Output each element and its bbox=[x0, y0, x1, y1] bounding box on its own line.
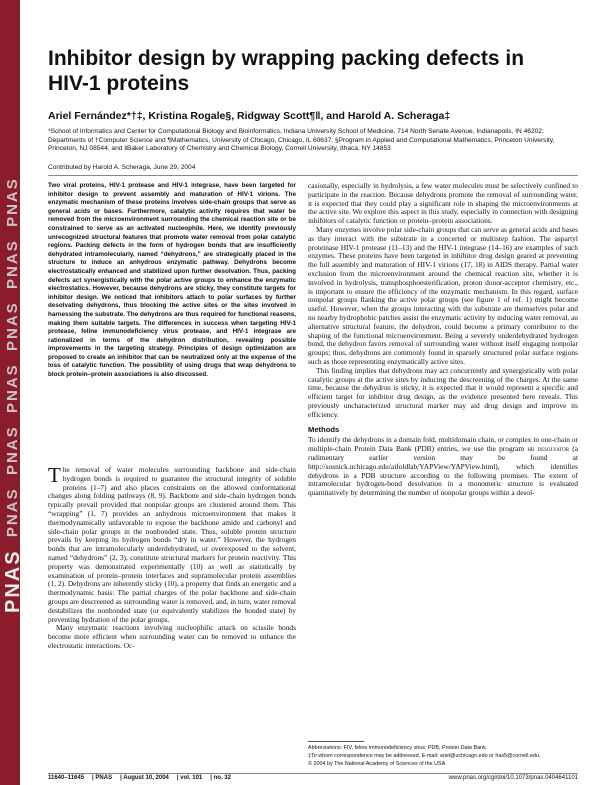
footer-divider bbox=[48, 773, 578, 774]
author-list: Ariel Fernández*†‡, Kristina Rogale§, Ridgway Scott¶‖, and Harold A. Scheraga‡ bbox=[48, 110, 451, 122]
methods-text-b: (a rudimentary earlier version may be found at http://sosnick.uchicago.edu/aifoldlab/YAPView/YAPView.html), which identifies dehydrons in a PDB structure according to the following premises. The extent of intramolecular hydrogen-bond desolvation in a monomeric structure is evaluated quantitatively by determining the number of nonpolar groups within a desol- bbox=[308, 444, 578, 498]
sidebar-brand-7: PNAS bbox=[4, 177, 21, 227]
sidebar-brand-2: PNAS bbox=[4, 487, 21, 537]
article-title: Inhibitor design by wrapping packing defects in HIV-1 proteins bbox=[48, 47, 525, 95]
footer-pages: 11640–11645 bbox=[48, 775, 85, 781]
methods-paragraph-1 bbox=[308, 436, 578, 498]
affiliations: *School of Informatics and Center for Computational Biology and Bioinformatics, Indiana University School of Medicine, 714 North Senate Avenue, Indianapolis, IN 46202; Departments of †Computer Science and ¶Mathematics, University of Chicago, Chicago, IL 60637; §Program in Applied and Computational Mathematics, Princeton University, Princeton, NJ 08544; and ‖Baker Laboratory of Chemistry and Chemical Biology, Cornell University, Ithaca, NY 14853 bbox=[48, 128, 555, 153]
journal-sidebar bbox=[0, 0, 24, 785]
footnotes bbox=[308, 745, 578, 768]
methods-heading: Methods bbox=[308, 424, 340, 434]
footer-date: August 10, 2004 bbox=[123, 775, 169, 781]
right-column bbox=[308, 182, 578, 498]
footnote-abbreviations: Abbreviations: FIV, feline immunodeficiency virus; PDB, Protein Data Bank. bbox=[308, 745, 488, 751]
right-paragraph-3: This finding implies that dehydrons may act concurrently and synergistically with polar catalytic groups at the active sites by inducing the descreening of the charges. At the same time, because the dehydron is sticky, it is expected that it would represent a specific and efficient target for inhibitor drug design, as the evidence presented here reveals. This previously uncharacterized structural marker may aid drug design and improve its efficiency. bbox=[308, 365, 578, 419]
footer-citation: 11640–11645 | PNAS | August 10, 2004 | vol. 101 | no. 32 bbox=[48, 775, 231, 781]
program-name: hb desolvator bbox=[527, 444, 570, 454]
footnote-divider bbox=[308, 741, 364, 742]
sidebar-brand-1: PNAS bbox=[2, 549, 24, 613]
intro-text-1: he removal of water molecules surrounding backbone and side-chain hydrogen bonds is required to guarantee the structural integrity of soluble proteins (1–7) and also places constraints on the allowed conformational changes along folding pathways (8, 9). Backbone and side-chain hydrogen bonds typically prevail provided that nonpolar groups are clustered around them. This “wrapping” (1, 7) provides an anhydrous microenvironment that makes it thermodynamically unfavorable to expose the backbone amide and carbonyl and side-chain polar groups in the nonbonded state. Thus, soluble protein structure prevails by keeping its hydrogen bonds “dry in water.” However, the hydrogen bonds that are intramolecularly underdehydrated, or overexposed to the solvent, named “dehydrons” (2, 3), constitute structural markers for protein reactivity. This property was demonstrated experimentally (10) as well as statistically by examination of protein–protein interfaces and supramolecular protein assemblies (1, 2). Dehydrons are inherently sticky (10), a property that finds an energetic and a thermodynamic basis: The partial charges of the polar backbone and side-chain groups are descreened as surrounding water is removed, and, in turn, water removal destabilizes the nonbonded state (or equivalently stabilizes the bonded state) by preventing hydration of the polar groups. bbox=[48, 465, 296, 624]
abstract: Two viral proteins, HIV-1 protease and HIV-1 integrase, have been targeted for inhibitor design to prevent assembly and maturation of HIV-1 virions. The enzymatic mechanism of these proteins involves side-chain groups that serve as general acids or bases. Furthermore, catalytic activity requires that water be removed from the microenvironment surrounding the chemical reaction site or be constrained to serve as an activated nucleophile. Here, we identify previously unrecognized structural features that promote water removal from polar catalytic regions. Packing defects in the form of hydrogen bonds that are insufficiently dehydrated intramolecularly, named “dehydrons,” are strategically placed in the structure to induce an anhydrous enzymatic pathway. Dehydrons become electrostatically enhanced and stabilized upon further desolvation. Thus, packing defects act synergistically with the polar active groups to enhance the enzymatic electrostatics. However, because dehydrons are sticky, they constitute targets for inhibitor design. We noticed that inhibitors attach to polar surfaces by further desolvating dehydrons, thus blocking the active sites or the sites involved in harnessing the substrate. The dehydrons are thus required for functional reasons, making them suitable targets. The differences in success when targeting HIV-1 protease, feline immunodeficiency virus protease, and HIV-1 integrase are rationalized in terms of the dehydron distribution, revealing possible improvements in the targeting strategy. Principles of design optimization are proposed to create an inhibitor that can be neutralized only at the expense of the loss of catalytic function. The possibility of using drugs that wrap dehydrons to block protein–protein associations is also discussed. bbox=[48, 182, 296, 379]
sidebar-brand-4: PNAS bbox=[4, 363, 21, 413]
footer-number: no. 32 bbox=[213, 775, 231, 781]
right-paragraph-1: casionally, especially in hydrolysis, a few water molecules must be selectively confined to participate in the reaction. Because dehydrons promote the removal of surrounding water, it is expected that they could play a significant role in shaping the microenvironments at the active site. We explore this aspect in this study, especially in connection with designing inhibitors of catalytic function or protein–protein associations. bbox=[308, 181, 578, 226]
intro-paragraph-2: Many enzymatic reactions involving nucleophilic attack on scissile bonds become more efficient when surrounding water can be removed to enhance the electrostatic interactions. Oc- bbox=[48, 623, 296, 650]
sidebar-brand-5: PNAS bbox=[4, 301, 21, 351]
footer-journal: PNAS bbox=[95, 775, 113, 781]
sidebar-brand-6: PNAS bbox=[4, 239, 21, 289]
footer-volume: vol. 101 bbox=[180, 775, 203, 781]
footnote-copyright: © 2004 by The National Academy of Sciences of the USA bbox=[308, 760, 446, 767]
intro-paragraph-1 bbox=[48, 463, 296, 624]
drop-cap: T bbox=[48, 463, 61, 487]
contributed-by: Contributed by Harold A. Scheraga, June 29, 2004 bbox=[48, 164, 196, 171]
footer-doi-link[interactable]: www.pnas.org/cgi/doi/10.1073/pnas.0404641101 bbox=[448, 775, 578, 781]
intro-column bbox=[48, 463, 296, 651]
header-divider bbox=[48, 175, 578, 176]
methods-text-a: To identify the dehydrons in a domain fold, multidomain chain, or complex in one-chain or multiple-chain Protein Data Bank (PDB) entries, we use the program bbox=[308, 435, 578, 454]
sidebar-brand-text bbox=[2, 10, 24, 780]
footnote-correspondence: ‡To whom correspondence may be addressed. E-mail: ariel@uchicago.edu or has5@cornell.edu. bbox=[308, 752, 541, 759]
right-paragraph-2: Many enzymes involve polar side-chain groups that can serve as general acids and bases as they interact with the substrate in a concerted or multistep fashion. The aspartyl proteinase HIV-1 protease (11–13) and the HIV-1 integrase (14–16) are examples of such enzymes. These proteins have been targeted in inhibitor drug design geared at preventing the full assembly and maturation of HIV-1 virions (17, 18) in AIDS therapy. Partial water exclusion from the microenvironment around the chemical reaction site, whether it is involved in hydrolysis, transphosphoesterification, proton donor-acceptor chemistry, etc., is important to ensure the efficiency of the enzymatic mechanism. In this regard, surface nonpolar groups flanking the active polar groups (see figure 1 of ref. 1) might become useful. However, when the groups interacting with the substrate are themselves polar and no nearby hydrophobic patches assist the enzymatic activity by inducing water removal, an alternative structural feature, the dehydron, could become a primary contributor to the shaping of the functional microenvironment. Being a severely underdehydrated hydrogen bond, the dehydron favors removal of surrounding water without itself engaging nonpolar groups; thus, dehydrons are commonly found in sparsely structured polar surface regions such as those representing enzymatically active sites. bbox=[308, 224, 578, 366]
sidebar-brand-3: PNAS bbox=[4, 425, 21, 475]
